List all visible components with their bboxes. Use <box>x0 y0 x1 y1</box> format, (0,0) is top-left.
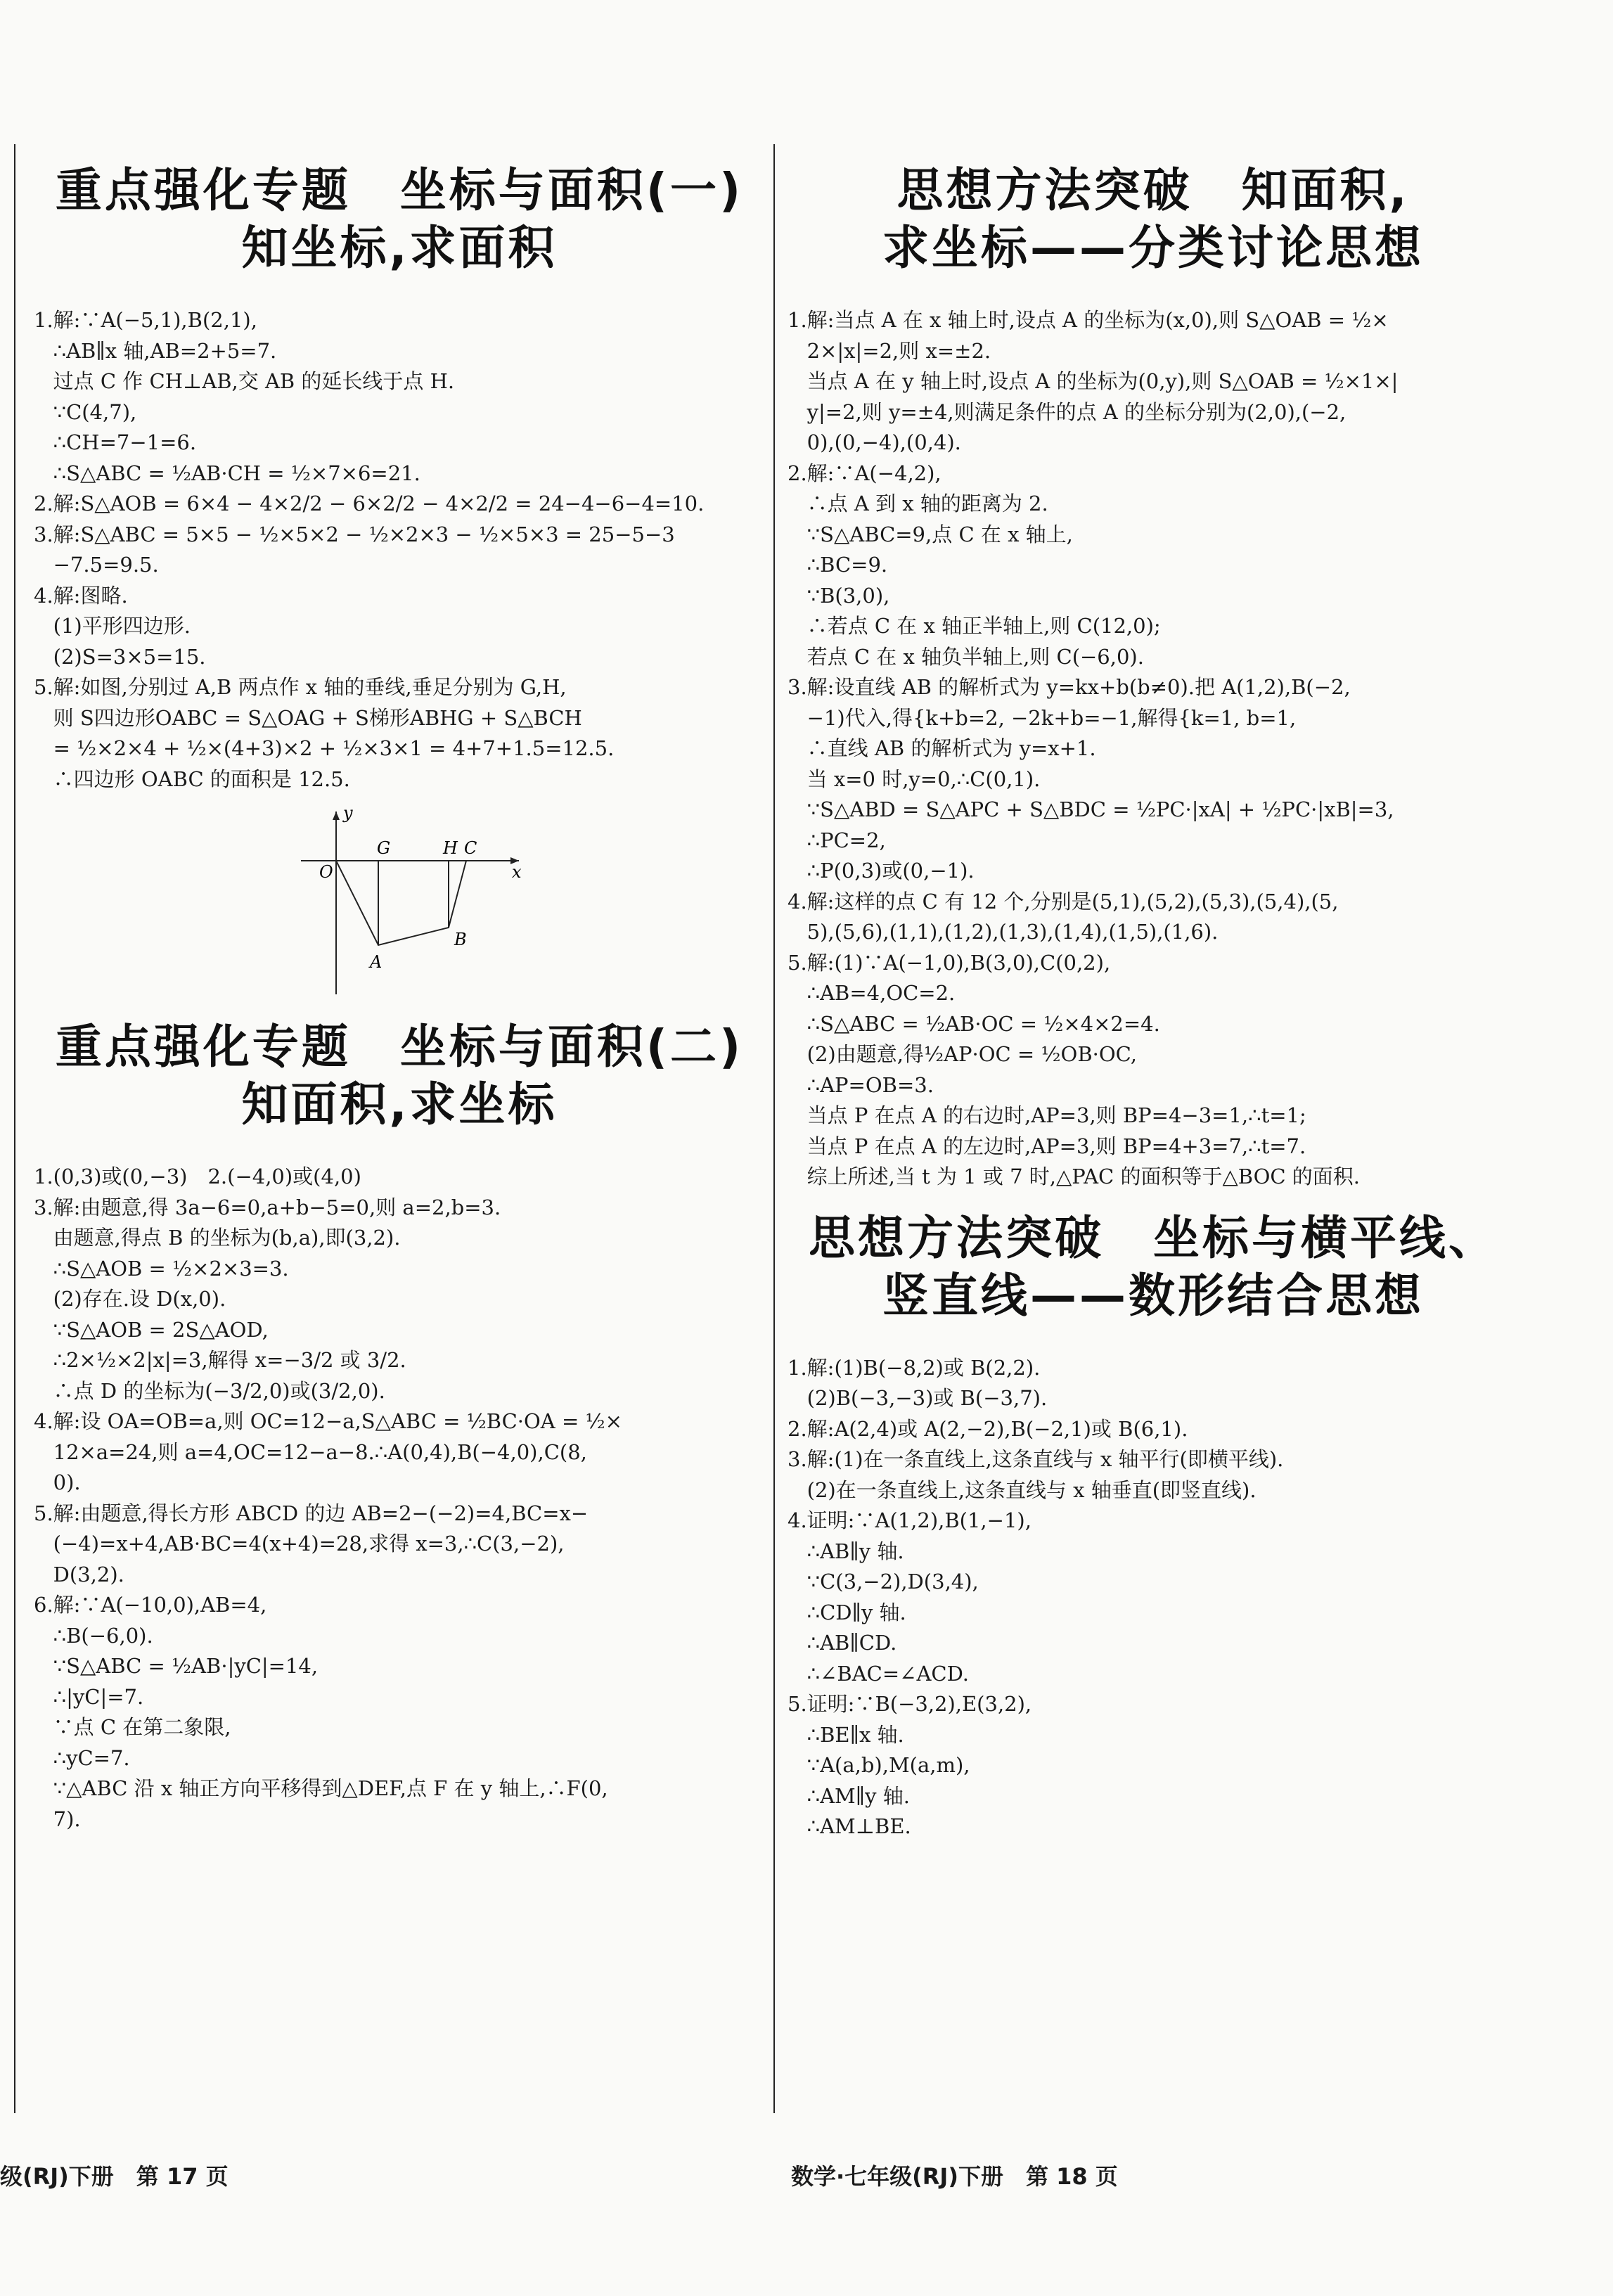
title-line: 重点强化专题 坐标与面积(一) <box>55 163 744 217</box>
answer-line: ∵S△AOB = 2S△AOD, <box>34 1317 269 1342</box>
answer-line: ∴S△ABC = ½AB·OC = ½×4×2=4. <box>788 1011 1160 1036</box>
answer-line: ∵S△ABD = S△APC + S△BDC = ½PC·|xA| + ½PC·|xB|=3, <box>788 797 1394 821</box>
answer-line: 3.解:由题意,得 3a−6=0,a+b−5=0,则 a=2,b=3. <box>34 1195 501 1219</box>
answer-line: (2)在一条直线上,这条直线与 x 轴垂直(即竖直线). <box>788 1477 1257 1502</box>
coordinate-figure <box>287 804 540 1001</box>
answer-line: −1)代入,得{k+b=2, −2k+b=−1,解得{k=1, b=1, <box>788 705 1297 730</box>
answer-line: 5.解:如图,分别过 A,B 两点作 x 轴的垂线,垂足分别为 G,H, <box>34 675 567 699</box>
answer-line: ∴点 A 到 x 轴的距离为 2. <box>788 492 1048 515</box>
answer-line: 4.解:图略. <box>34 583 128 608</box>
answer-line: ∵C(4,7), <box>34 399 137 424</box>
title-line: 思想方法突破 知面积, <box>897 163 1410 217</box>
answer-line: 当点 A 在 y 轴上时,设点 A 的坐标为(0,y),则 S△OAB = ½×1×| <box>788 369 1399 393</box>
answer-line: ∵点 C 在第二象限, <box>34 1715 231 1739</box>
answer-line: (2)B(−3,−3)或 B(−3,7). <box>788 1386 1048 1410</box>
answer-line: 5.解:由题意,得长方形 ABCD 的边 AB=2−(−2)=4,BC=x− <box>34 1501 589 1525</box>
answer-line: ∴点 D 的坐标为(−3/2,0)或(3/2,0). <box>34 1378 385 1403</box>
answer-line: 1.(0,3)或(0,−3) 2.(−4,0)或(4,0) <box>34 1165 361 1188</box>
answer-line: ∴AB∥CD. <box>788 1631 897 1655</box>
answer-line: ∵B(3,0), <box>788 583 890 608</box>
footer-right: 数学·七年级(RJ)下册 第 18 页 <box>791 2163 1118 2190</box>
label-a: A <box>370 952 383 972</box>
answer-line: ∵△ABC 沿 x 轴正方向平移得到△DEF,点 F 在 y 轴上,∴F(0, <box>34 1776 608 1800</box>
label-y: y <box>343 804 353 823</box>
label-g: G <box>377 838 391 858</box>
answer-line: (−4)=x+4,AB·BC=4(x+4)=28,求得 x=3,∴C(3,−2), <box>34 1532 565 1556</box>
right-column <box>788 162 1519 1842</box>
answer-line: 当点 P 在点 A 的右边时,AP=3,则 BP=4−3=1,∴t=1; <box>788 1103 1306 1127</box>
answer-line: 2.解:S△AOB = 6×4 − 4×2/2 − 6×2/2 − 4×2/2 = 24−4−6−4=10. <box>34 492 705 515</box>
answer-line: 5.证明:∵B(−3,2),E(3,2), <box>788 1692 1032 1716</box>
answer-line: 由题意,得点 B 的坐标为(b,a),即(3,2). <box>34 1226 401 1250</box>
answer-line: ∴AM⊥BE. <box>788 1814 911 1838</box>
section-title-coord-area-2 <box>34 1018 765 1134</box>
answer-line: ∴|yC|=7. <box>34 1684 144 1709</box>
title-line: 思想方法突破 坐标与横平线、 <box>809 1210 1498 1265</box>
answer-line: 1.解:当点 A 在 x 轴上时,设点 A 的坐标为(x,0),则 S△OAB = ½× <box>788 308 1389 332</box>
answer-line: 0). <box>34 1470 81 1494</box>
answer-line: ∴S△ABC = ½AB·CH = ½×7×6=21. <box>34 461 420 485</box>
footer-left: 级(RJ)下册 第 17 页 <box>0 2163 229 2190</box>
answer-line: ∴B(−6,0). <box>34 1623 153 1648</box>
answer-line: (1)平形四边形. <box>34 614 191 638</box>
answer-line: 5),(5,6),(1,1),(1,2),(1,3),(1,4),(1,5),(1,6). <box>788 920 1219 944</box>
label-b: B <box>454 930 467 949</box>
answer-line: ∴P(0,3)或(0,−1). <box>788 859 975 883</box>
answer-line: ∴AP=OB=3. <box>788 1072 934 1097</box>
answer-line: 6.解:∵A(−10,0),AB=4, <box>34 1593 267 1617</box>
answer-line: ∵S△ABC=9,点 C 在 x 轴上, <box>788 522 1073 546</box>
answer-line: 3.解:(1)在一条直线上,这条直线与 x 轴平行(即横平线). <box>788 1447 1284 1471</box>
answers-coord-area-1 <box>34 305 765 795</box>
title-line: 知面积,求坐标 <box>241 1077 558 1131</box>
title-line: 重点强化专题 坐标与面积(二) <box>55 1020 744 1074</box>
answer-line: (2)S=3×5=15. <box>34 644 206 669</box>
title-line: 知坐标,求面积 <box>241 221 558 275</box>
section-title-classification <box>788 162 1519 277</box>
answers-classification <box>788 305 1519 1193</box>
answer-line: 4.解:设 OA=OB=a,则 OC=12−a,S△ABC = ½BC·OA = ½× <box>34 1409 622 1433</box>
answer-line: 4.解:这样的点 C 有 12 个,分别是(5,1),(5,2),(5,3),(5,4),(5, <box>788 889 1339 913</box>
answer-line: 2.解:∵A(−4,2), <box>788 461 942 485</box>
answer-line: 3.解:S△ABC = 5×5 − ½×5×2 − ½×2×3 − ½×5×3 = 25−5−3 <box>34 522 675 546</box>
answer-line: ∴yC=7. <box>34 1745 130 1770</box>
label-o: O <box>319 862 333 882</box>
answer-line: 当 x=0 时,y=0,∴C(0,1). <box>788 767 1041 791</box>
answer-line: 则 S四边形OABC = S△OAG + S梯形ABHG + S△BCH <box>34 705 582 730</box>
label-h: H <box>443 838 458 858</box>
answer-line: ∴∠BAC=∠ACD. <box>788 1661 970 1686</box>
quadrilateral-oabc <box>336 861 466 945</box>
answer-line: ∴四边形 OABC 的面积是 12.5. <box>34 767 350 791</box>
column-divider <box>773 144 775 2113</box>
answer-line: ∴AB∥x 轴,AB=2+5=7. <box>34 338 277 363</box>
answer-line: 2.解:A(2,4)或 A(2,−2),B(−2,1)或 B(6,1). <box>788 1416 1188 1441</box>
answer-line: ∴AB∥y 轴. <box>788 1539 904 1563</box>
title-line: 竖直线——数形结合思想 <box>882 1268 1424 1323</box>
answer-line: 4.证明:∵A(1,2),B(1,−1), <box>788 1508 1032 1532</box>
answers-number-shape <box>788 1353 1519 1842</box>
answer-line: ∴若点 C 在 x 轴正半轴上,则 C(12,0); <box>788 614 1161 638</box>
section-title-coord-area-1 <box>34 162 765 277</box>
label-c: C <box>464 838 477 858</box>
answer-line: ∴CD∥y 轴. <box>788 1600 906 1624</box>
answer-line: 3.解:设直线 AB 的解析式为 y=kx+b(b≠0).把 A(1,2),B(−2, <box>788 675 1351 699</box>
answer-line: 过点 C 作 CH⊥AB,交 AB 的延长线于点 H. <box>34 369 455 393</box>
answer-line: ∴直线 AB 的解析式为 y=x+1. <box>788 736 1096 760</box>
answer-line: ∵S△ABC = ½AB·|yC|=14, <box>34 1654 319 1678</box>
answers-coord-area-2 <box>34 1162 765 1835</box>
answer-line: 12×a=24,则 a=4,OC=12−a−8.∴A(0,4),B(−4,0),C(8, <box>34 1439 587 1464</box>
answer-line: ∴BE∥x 轴. <box>788 1722 904 1747</box>
answer-line: ∴CH=7−1=6. <box>34 430 197 454</box>
answer-line: ∴AM∥y 轴. <box>788 1783 910 1808</box>
answer-line: D(3,2). <box>34 1562 124 1586</box>
answer-line: ∴PC=2, <box>788 828 886 852</box>
answer-line: ∴AB=4,OC=2. <box>788 981 956 1005</box>
answer-line: (2)由题意,得½AP·OC = ½OB·OC, <box>788 1042 1137 1066</box>
label-x: x <box>512 862 522 882</box>
answer-line: 5.解:(1)∵A(−1,0),B(3,0),C(0,2), <box>788 950 1111 975</box>
answer-line: 当点 P 在点 A 的左边时,AP=3,则 BP=4+3=7,∴t=7. <box>788 1134 1306 1158</box>
answer-line: 1.解:∵A(−5,1),B(2,1), <box>34 308 257 332</box>
answer-line: −7.5=9.5. <box>34 553 159 577</box>
title-line: 求坐标——分类讨论思想 <box>882 221 1424 275</box>
answer-line: 0),(0,−4),(0,4). <box>788 430 961 454</box>
answer-line: ∴BC=9. <box>788 553 888 577</box>
answer-line: = ½×2×4 + ½×(4+3)×2 + ½×3×1 = 4+7+1.5=12.5. <box>34 736 615 760</box>
answer-line: ∴2×½×2|x|=3,解得 x=−3/2 或 3/2. <box>34 1348 406 1372</box>
answer-line: ∴S△AOB = ½×2×3=3. <box>34 1256 289 1281</box>
answer-line: 综上所述,当 t 为 1 或 7 时,△PAC 的面积等于△BOC 的面积. <box>788 1165 1361 1188</box>
answer-line: 若点 C 在 x 轴负半轴上,则 C(−6,0). <box>788 644 1144 669</box>
answer-line: y|=2,则 y=±4,则满足条件的点 A 的坐标分别为(2,0),(−2, <box>788 399 1347 424</box>
left-edge-rule <box>14 144 15 2113</box>
answer-line: ∵A(a,b),M(a,m), <box>788 1753 970 1777</box>
answer-line: 1.解:(1)B(−8,2)或 B(2,2). <box>788 1355 1041 1380</box>
answer-line: 2×|x|=2,则 x=±2. <box>788 338 991 363</box>
left-column <box>34 162 765 1835</box>
answer-line: ∵C(3,−2),D(3,4), <box>788 1570 979 1593</box>
answer-line: 7). <box>34 1807 81 1831</box>
answer-line: (2)存在.设 D(x,0). <box>34 1287 226 1311</box>
section-title-number-shape <box>788 1210 1519 1325</box>
